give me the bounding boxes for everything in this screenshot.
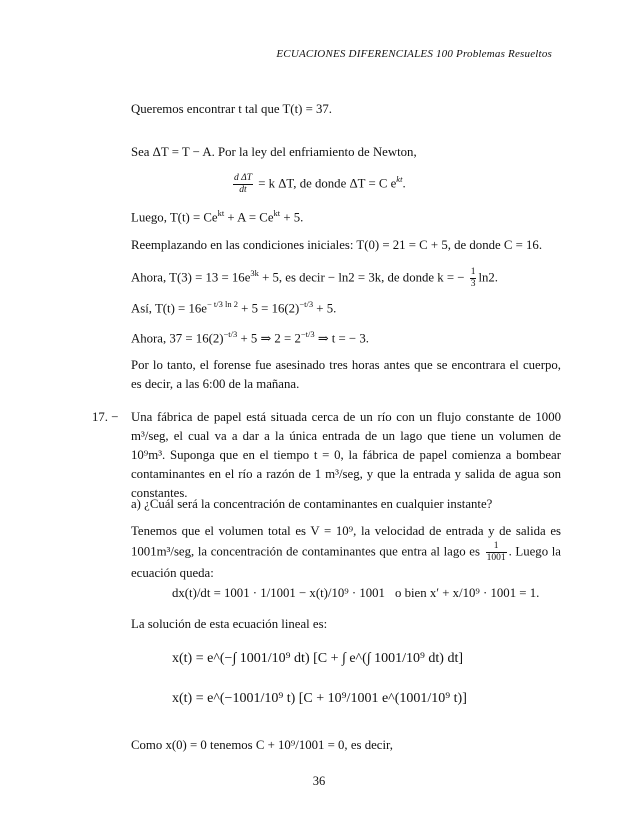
p1-tail: la ecuación queda: bbox=[131, 544, 561, 580]
l4-mid: + A = Ce bbox=[224, 210, 274, 225]
initial-condition-line: Como x(0) = 0 tenemos C + 10⁹/1001 = 0, es decir, bbox=[131, 738, 393, 752]
l8-exp: −t/3 bbox=[223, 329, 238, 339]
frac-num: 1 bbox=[486, 541, 507, 553]
text-line-6 bbox=[131, 265, 498, 290]
l7-mid: + 5 = 16(2) bbox=[237, 301, 300, 316]
running-header: ECUACIONES DIFERENCIALES 100 Problemas Resueltos bbox=[276, 48, 552, 60]
l8-exp2: −t/3 bbox=[300, 329, 315, 339]
solution-formula-2: x(t) = e^(−1001/10⁹ t) [C + 10⁹/1001 e^(1001/10⁹ t)] bbox=[172, 691, 467, 706]
differential-equation-alt: o bien x′ + x/10⁹ · 1001 = 1. bbox=[395, 586, 540, 600]
frac-num: 1 bbox=[470, 266, 476, 277]
text-line-1: Queremos encontrar t tal que T(t) = 37. bbox=[131, 102, 333, 116]
l7-exp2: −t/3 bbox=[299, 299, 314, 309]
l4-a: Luego, T(t) = Ce bbox=[131, 210, 218, 225]
page-number: 36 bbox=[312, 774, 326, 788]
l8-a: Ahora, 37 = 16(2) bbox=[131, 331, 224, 346]
text-line-4 bbox=[131, 205, 303, 226]
p1-text: Tenemos que el volumen total es V = 10⁹, la velocidad de entrada y de salida es 1001m³/seg, la concentración de contaminantes que entra al lago es bbox=[131, 524, 561, 559]
l6-mid: + 5, es decir − ln2 = 3k, de donde k = − bbox=[258, 270, 468, 285]
differential-equation: dx(t)/dt = 1001 · 1/1001 − x(t)/10⁹ · 1001 bbox=[172, 586, 385, 600]
frac-den: 3 bbox=[470, 278, 476, 289]
frac-den: 1001 bbox=[486, 553, 506, 563]
l7-exp: − t/3 ln 2 bbox=[206, 299, 238, 309]
l7-a: Así, T(t) = 16e bbox=[131, 301, 207, 316]
text-line-2: Sea ΔT = T − A. Por la ley del enfriamiento de Newton, bbox=[131, 145, 417, 159]
problem-number: 17. − bbox=[92, 410, 119, 424]
l4-exp2: kt bbox=[273, 208, 281, 218]
text-line-5: Reemplazando en las condiciones iniciales: T(0) = 21 = C + 5, de donde C = 16. bbox=[131, 238, 543, 252]
question-a: a) ¿Cuál será la concentración de contaminantes en cualquier instante? bbox=[131, 497, 493, 511]
l8-mid: + 5 ⇒ 2 = 2 bbox=[237, 331, 301, 346]
l6-end: ln2. bbox=[478, 270, 499, 285]
l4-exp1: kt bbox=[217, 208, 225, 218]
frac-num: d ΔT bbox=[234, 172, 252, 183]
eq-exp: kt bbox=[396, 174, 403, 184]
problem-statement: Una fábrica de papel está situada cerca de un río con un flujo constante de 1000 m³/seg, el cual va a dar a la única entrada de un lago que tiene un volumen de 10⁹m³. Suponga que en el tiempo t = 0, la fábrica de papel comienza a bombear contaminantes en el río a razón de 1 m³/seg, y que la entrada y salida de agua son constantes. bbox=[131, 410, 561, 500]
l4-end: + 5. bbox=[280, 210, 304, 225]
fraction-1-1001 bbox=[486, 541, 507, 564]
l8-end: ⇒ t = − 3. bbox=[314, 331, 369, 346]
fraction-one-third bbox=[470, 267, 477, 290]
frac-den: dt bbox=[239, 184, 247, 195]
solution-intro: La solución de esta ecuación lineal es: bbox=[131, 617, 328, 631]
l6-a: Ahora, T(3) = 13 = 16e bbox=[131, 270, 251, 285]
text-line-7 bbox=[131, 296, 336, 317]
p1-end: . Luego bbox=[508, 544, 549, 559]
eq-rest: = k ΔT, de donde ΔT = C e bbox=[258, 176, 397, 191]
conclusion-paragraph: Por lo tanto, el forense fue asesinado tres horas antes que se encontrara el cuerpo, es decir, a las 6:00 de la mañana. bbox=[131, 358, 561, 391]
equation-newton: $\frac{\text{d ΔT}}{dt}$ = k ΔT, de donde ΔT = C $e^{kt}$. bbox=[234, 172, 406, 195]
solution-paragraph-1 bbox=[131, 522, 561, 583]
fraction-dT-dt bbox=[233, 173, 253, 196]
l7-end: + 5. bbox=[313, 301, 337, 316]
l6-exp: 3k bbox=[250, 268, 259, 278]
text-line-8 bbox=[131, 326, 369, 347]
solution-formula-1: x(t) = e^(−∫ 1001/10⁹ dt) [C + ∫ e^(∫ 1001/10⁹ dt) dt] bbox=[172, 651, 463, 666]
